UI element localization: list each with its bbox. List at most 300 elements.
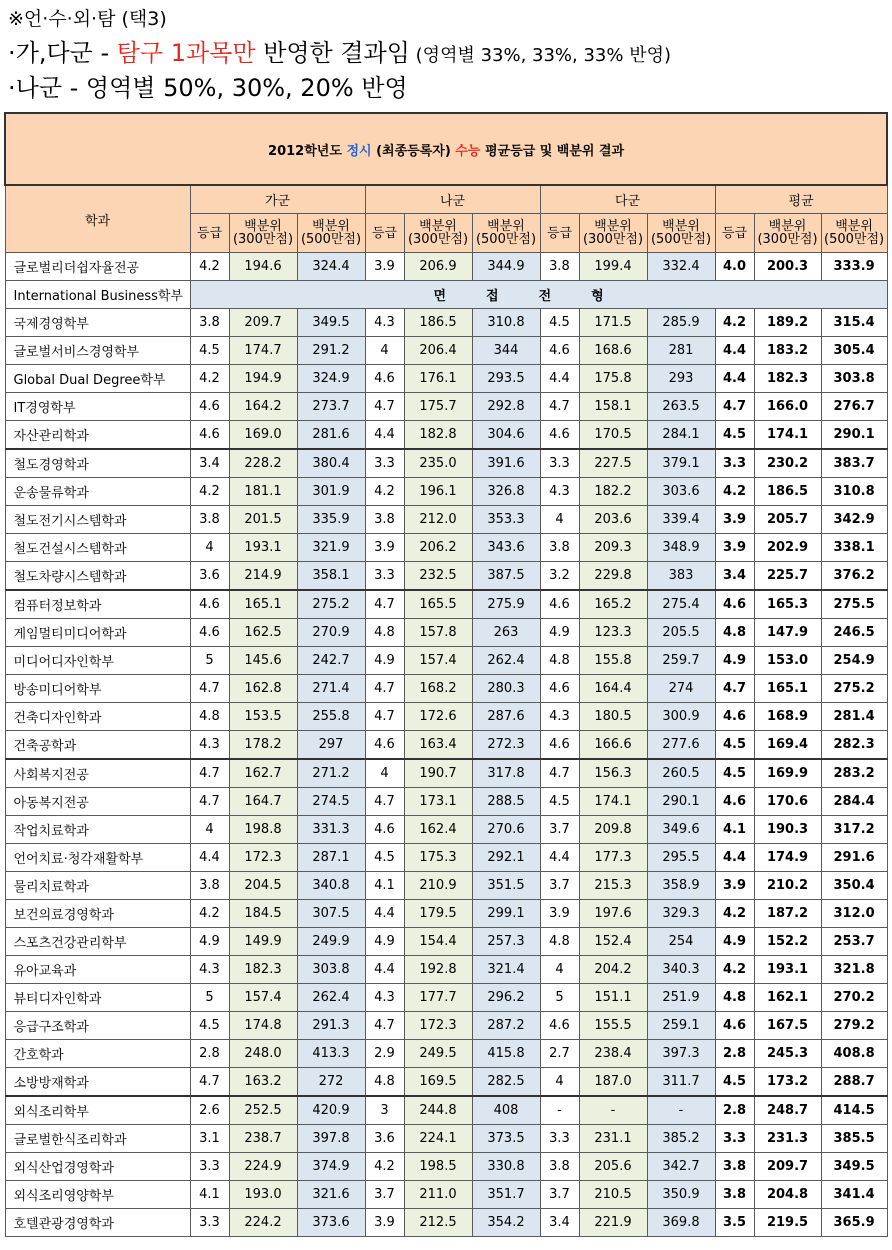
score-value: 273.7 (297, 393, 365, 421)
avg-value: 3.4 (715, 562, 754, 591)
score-value: 4.3 (540, 478, 579, 506)
score-value: 317.8 (472, 759, 540, 788)
avg-value: 4.4 (715, 844, 754, 872)
score-value: 169.0 (229, 421, 297, 450)
score-value: 287.2 (472, 1012, 540, 1040)
score-value: 4.3 (540, 703, 579, 731)
avg-value: 276.7 (821, 393, 887, 421)
score-value: 280.3 (472, 675, 540, 703)
dept-name: 철도차량시스템학과 (5, 562, 190, 591)
score-value: 351.7 (472, 1181, 540, 1209)
table-row (5, 478, 887, 506)
score-value: 227.5 (579, 449, 647, 478)
header-group-na: 나군 (365, 185, 540, 214)
dept-name: 아동복지전공 (5, 788, 190, 816)
table-row (5, 281, 887, 309)
score-value: 4 (540, 1068, 579, 1097)
avg-value: 281.4 (821, 703, 887, 731)
dept-name: 뷰티디자인학과 (5, 984, 190, 1012)
notes (0, 0, 892, 112)
table-row (5, 1209, 887, 1237)
score-value: 332.4 (647, 253, 715, 281)
dept-name: IT경영학부 (5, 393, 190, 421)
score-value: 3.9 (540, 900, 579, 928)
score-value: 282.5 (472, 1068, 540, 1097)
score-value: 149.9 (229, 928, 297, 956)
dept-name: 사회복지전공 (5, 759, 190, 788)
score-value: 4.5 (540, 788, 579, 816)
header-p300: 백분위 (300만점) (754, 214, 821, 253)
score-value: 157.4 (229, 984, 297, 1012)
avg-value: 254.9 (821, 647, 887, 675)
avg-value: 4.9 (715, 928, 754, 956)
dept-name: 외식조리영양학부 (5, 1181, 190, 1209)
header-group-ga: 가군 (190, 185, 365, 214)
header-p500: 백분위 (500만점) (647, 214, 715, 253)
score-value: 162.5 (229, 619, 297, 647)
avg-value: 169.4 (754, 731, 821, 760)
score-value: 252.5 (229, 1096, 297, 1125)
score-value: 373.5 (472, 1125, 540, 1153)
dept-name: 국제경영학부 (5, 309, 190, 337)
score-value: 168.2 (404, 675, 472, 703)
header-grade: 등급 (540, 214, 579, 253)
score-value: 307.5 (297, 900, 365, 928)
score-value: 4.8 (365, 619, 404, 647)
table-row (5, 788, 887, 816)
score-value: 172.3 (229, 844, 297, 872)
avg-value: 4.4 (715, 337, 754, 365)
score-value: 292.8 (472, 393, 540, 421)
dept-name: 호텔관광경영학과 (5, 1209, 190, 1237)
score-value: 194.9 (229, 365, 297, 393)
score-value: 193.1 (229, 534, 297, 562)
score-value: 3.3 (540, 1125, 579, 1153)
score-value: 329.3 (647, 900, 715, 928)
score-value: - (540, 1096, 579, 1125)
score-value: 277.6 (647, 731, 715, 760)
avg-value: 230.2 (754, 449, 821, 478)
avg-value: 333.9 (821, 253, 887, 281)
score-value: 172.6 (404, 703, 472, 731)
score-value: 163.2 (229, 1068, 297, 1097)
avg-value: 270.2 (821, 984, 887, 1012)
score-value: 293.5 (472, 365, 540, 393)
avg-value: 414.5 (821, 1096, 887, 1125)
score-value: 4.7 (190, 759, 229, 788)
table-row (5, 590, 887, 619)
score-value: 330.8 (472, 1153, 540, 1181)
avg-value: 282.3 (821, 731, 887, 760)
score-value: 201.5 (229, 506, 297, 534)
score-value: 311.7 (647, 1068, 715, 1097)
score-value: 300.9 (647, 703, 715, 731)
score-value: 3.6 (190, 562, 229, 591)
score-value: 354.2 (472, 1209, 540, 1237)
dept-name: 방송미디어학부 (5, 675, 190, 703)
avg-value: 202.9 (754, 534, 821, 562)
dept-name: 글로벌리더쉽자율전공 (5, 253, 190, 281)
note-ga-da-highlight: 탐구 1과목만 (116, 39, 256, 67)
score-value: 182.8 (404, 421, 472, 450)
table-row (5, 984, 887, 1012)
score-value: 304.6 (472, 421, 540, 450)
avg-value: 365.9 (821, 1209, 887, 1237)
score-value: 379.1 (647, 449, 715, 478)
score-value: 274 (647, 675, 715, 703)
score-value: 194.6 (229, 253, 297, 281)
table-row (5, 393, 887, 421)
avg-value: 4.2 (715, 956, 754, 984)
dept-name: 글로벌서비스경영학부 (5, 337, 190, 365)
score-value: 4.3 (190, 731, 229, 760)
score-value: 4.9 (190, 928, 229, 956)
avg-value: 4.1 (715, 816, 754, 844)
score-value: 224.9 (229, 1153, 297, 1181)
dept-name: 철도경영학과 (5, 449, 190, 478)
avg-value: 349.5 (821, 1153, 887, 1181)
avg-value: 193.1 (754, 956, 821, 984)
avg-value: 3.3 (715, 449, 754, 478)
score-value: 413.3 (297, 1040, 365, 1068)
score-value: 173.1 (404, 788, 472, 816)
avg-value: 182.3 (754, 365, 821, 393)
avg-value: 408.8 (821, 1040, 887, 1068)
score-value: 4.9 (540, 619, 579, 647)
avg-value: 3.3 (715, 1125, 754, 1153)
score-value: 3.7 (540, 1181, 579, 1209)
avg-value: 338.1 (821, 534, 887, 562)
score-value: 374.9 (297, 1153, 365, 1181)
note-ga-da-suffix: 반영한 결과임 (255, 39, 410, 67)
avg-value: 166.0 (754, 393, 821, 421)
avg-value: 3.9 (715, 872, 754, 900)
score-value: 326.8 (472, 478, 540, 506)
avg-value: 174.9 (754, 844, 821, 872)
avg-value: 190.3 (754, 816, 821, 844)
table-row (5, 421, 887, 450)
score-value: 4.2 (365, 1153, 404, 1181)
score-value: 353.3 (472, 506, 540, 534)
score-value: 4.4 (365, 421, 404, 450)
score-value: 204.2 (579, 956, 647, 984)
score-value: 215.3 (579, 872, 647, 900)
score-value: 155.5 (579, 1012, 647, 1040)
dept-name: 소방방재학과 (5, 1068, 190, 1097)
table-row (5, 900, 887, 928)
score-value: 224.1 (404, 1125, 472, 1153)
score-value: 4.6 (540, 731, 579, 760)
avg-value: 165.3 (754, 590, 821, 619)
score-value: 321.6 (297, 1181, 365, 1209)
score-value: 4.4 (190, 844, 229, 872)
avg-value: 305.4 (821, 337, 887, 365)
score-value: 164.2 (229, 393, 297, 421)
score-value: 290.1 (647, 788, 715, 816)
avg-value: 279.2 (821, 1012, 887, 1040)
note-subjects: ※언·수·외·탐 (택3) (8, 8, 167, 30)
score-value: 165.2 (579, 590, 647, 619)
score-value: 171.5 (579, 309, 647, 337)
score-value: 4.3 (365, 309, 404, 337)
dept-name: 유아교육과 (5, 956, 190, 984)
score-value: 172.3 (404, 1012, 472, 1040)
avg-value: 246.5 (821, 619, 887, 647)
avg-value: 209.7 (754, 1153, 821, 1181)
score-value: 260.5 (647, 759, 715, 788)
score-value: 344.9 (472, 253, 540, 281)
score-value: 4 (365, 759, 404, 788)
score-value: 238.4 (579, 1040, 647, 1068)
score-value: 205.5 (647, 619, 715, 647)
avg-value: 152.2 (754, 928, 821, 956)
avg-value: 4.8 (715, 984, 754, 1012)
table-row (5, 1153, 887, 1181)
score-value: 177.7 (404, 984, 472, 1012)
score-value: 4.8 (365, 1068, 404, 1097)
avg-value: 165.1 (754, 675, 821, 703)
results-table (4, 112, 888, 1237)
score-value: 291.3 (297, 1012, 365, 1040)
score-value: 4.5 (540, 309, 579, 337)
avg-value: 4.6 (715, 590, 754, 619)
score-value: 287.6 (472, 703, 540, 731)
score-value: 285.9 (647, 309, 715, 337)
table-row (5, 872, 887, 900)
score-value: 186.5 (404, 309, 472, 337)
score-value: 255.8 (297, 703, 365, 731)
avg-value: 253.7 (821, 928, 887, 956)
table-row (5, 365, 887, 393)
score-value: 272.3 (472, 731, 540, 760)
avg-value: 4.5 (715, 421, 754, 450)
avg-value: 3.9 (715, 506, 754, 534)
header-p500: 백분위 (500만점) (297, 214, 365, 253)
avg-value: 4.4 (715, 365, 754, 393)
score-value: 162.4 (404, 816, 472, 844)
score-value: 271.2 (297, 759, 365, 788)
score-value: 174.1 (579, 788, 647, 816)
score-value: 249.5 (404, 1040, 472, 1068)
score-value: 4.7 (365, 788, 404, 816)
score-value: - (647, 1096, 715, 1125)
avg-value: 189.2 (754, 309, 821, 337)
table-row (5, 562, 887, 591)
score-value: 324.9 (297, 365, 365, 393)
score-value: 3.7 (540, 872, 579, 900)
dept-name: 자산관리학과 (5, 421, 190, 450)
table-row (5, 731, 887, 760)
score-value: 4.2 (190, 900, 229, 928)
avg-value: 4.6 (715, 1012, 754, 1040)
table-row (5, 928, 887, 956)
avg-value: 173.2 (754, 1068, 821, 1097)
score-value: 4.7 (365, 703, 404, 731)
score-value: 301.9 (297, 478, 365, 506)
score-value: 4.7 (365, 675, 404, 703)
avg-value: 284.4 (821, 788, 887, 816)
score-value: 295.5 (647, 844, 715, 872)
score-value: 5 (190, 984, 229, 1012)
score-value: 3.8 (540, 253, 579, 281)
score-value: 5 (540, 984, 579, 1012)
score-value: 288.5 (472, 788, 540, 816)
score-value: 175.7 (404, 393, 472, 421)
score-value: 3.4 (190, 449, 229, 478)
score-value: 3.8 (190, 506, 229, 534)
score-value: 184.5 (229, 900, 297, 928)
score-value: 391.6 (472, 449, 540, 478)
score-value: 351.5 (472, 872, 540, 900)
score-value: 179.5 (404, 900, 472, 928)
avg-value: 187.2 (754, 900, 821, 928)
avg-value: 385.5 (821, 1125, 887, 1153)
score-value: 178.2 (229, 731, 297, 760)
score-value: 228.2 (229, 449, 297, 478)
table-title: 2012학년도 정시 (최종등록자) 수능 평균등급 및 백분위 결과 (5, 113, 887, 185)
score-value: 145.6 (229, 647, 297, 675)
score-value: 275.2 (297, 590, 365, 619)
score-value: 165.1 (229, 590, 297, 619)
score-value: 164.7 (229, 788, 297, 816)
interview-notice: 면접전형 (190, 281, 887, 309)
header-group-da: 다군 (540, 185, 715, 214)
score-value: 3.8 (190, 872, 229, 900)
score-value: 387.5 (472, 562, 540, 591)
score-value: 335.9 (297, 506, 365, 534)
score-value: 4.7 (365, 590, 404, 619)
avg-value: 310.8 (821, 478, 887, 506)
score-value: 248.0 (229, 1040, 297, 1068)
score-value: 358.9 (647, 872, 715, 900)
score-value: 342.7 (647, 1153, 715, 1181)
score-value: 157.8 (404, 619, 472, 647)
score-value: 4.3 (365, 984, 404, 1012)
avg-value: 167.5 (754, 1012, 821, 1040)
score-value: 343.6 (472, 534, 540, 562)
score-value: 272 (297, 1068, 365, 1097)
score-value: 232.5 (404, 562, 472, 591)
header-p500: 백분위 (500만점) (472, 214, 540, 253)
score-value: 4 (190, 816, 229, 844)
score-value: 350.9 (647, 1181, 715, 1209)
score-value: 385.2 (647, 1125, 715, 1153)
dept-name: 컴퓨터정보학과 (5, 590, 190, 619)
avg-value: 231.3 (754, 1125, 821, 1153)
score-value: 293 (647, 365, 715, 393)
dept-name: 건축디자인학과 (5, 703, 190, 731)
avg-value: 283.2 (821, 759, 887, 788)
score-value: 270.6 (472, 816, 540, 844)
score-value: 4.6 (190, 590, 229, 619)
score-value: 166.6 (579, 731, 647, 760)
score-value: 181.1 (229, 478, 297, 506)
score-value: 177.3 (579, 844, 647, 872)
score-value: 153.5 (229, 703, 297, 731)
score-value: 4.5 (365, 844, 404, 872)
dept-name: 언어치료·청각재활학부 (5, 844, 190, 872)
score-value: 3.8 (365, 506, 404, 534)
avg-value: 225.7 (754, 562, 821, 591)
score-value: 163.4 (404, 731, 472, 760)
score-value: 3.3 (365, 449, 404, 478)
score-value: 4.9 (365, 647, 404, 675)
score-value: 209.3 (579, 534, 647, 562)
score-value: 4.6 (365, 731, 404, 760)
score-value: 4.4 (540, 844, 579, 872)
score-value: 3.8 (540, 534, 579, 562)
table-row (5, 309, 887, 337)
score-value: 155.8 (579, 647, 647, 675)
score-value: 4.7 (365, 1012, 404, 1040)
dept-name: International Business학부 (5, 281, 190, 309)
score-value: 281.6 (297, 421, 365, 450)
avg-value: 317.2 (821, 816, 887, 844)
score-value: 263 (472, 619, 540, 647)
score-value: 4.8 (540, 647, 579, 675)
table-row (5, 449, 887, 478)
dept-name: 게임멀티미디어학과 (5, 619, 190, 647)
score-value: 275.4 (647, 590, 715, 619)
score-value: 3.1 (190, 1125, 229, 1153)
score-value: 4.6 (365, 365, 404, 393)
score-value: 3.8 (540, 1153, 579, 1181)
score-value: 175.3 (404, 844, 472, 872)
avg-value: 383.7 (821, 449, 887, 478)
avg-value: 210.2 (754, 872, 821, 900)
avg-value: 275.5 (821, 590, 887, 619)
score-value: 176.1 (404, 365, 472, 393)
avg-value: 4.5 (715, 1068, 754, 1097)
score-value: 251.9 (647, 984, 715, 1012)
score-value: 373.6 (297, 1209, 365, 1237)
score-value: 397.8 (297, 1125, 365, 1153)
score-value: 4.2 (190, 253, 229, 281)
avg-value: 4.7 (715, 393, 754, 421)
table-row (5, 647, 887, 675)
avg-value: 153.0 (754, 647, 821, 675)
score-value: 4.6 (540, 1012, 579, 1040)
score-value: 340.8 (297, 872, 365, 900)
score-value: 380.4 (297, 449, 365, 478)
score-value: 4.4 (365, 900, 404, 928)
avg-value: 183.2 (754, 337, 821, 365)
score-value: 303.6 (647, 478, 715, 506)
dept-name: Global Dual Degree학부 (5, 365, 190, 393)
score-value: 3.3 (365, 562, 404, 591)
avg-value: 2.8 (715, 1040, 754, 1068)
score-value: 383 (647, 562, 715, 591)
avg-value: 350.4 (821, 872, 887, 900)
header-p500: 백분위 (500만점) (821, 214, 887, 253)
score-value: 162.7 (229, 759, 297, 788)
avg-value: 4.7 (715, 675, 754, 703)
dept-name: 스포츠건강관리학부 (5, 928, 190, 956)
table-row (5, 1125, 887, 1153)
avg-value: 4.2 (715, 478, 754, 506)
score-value: 206.2 (404, 534, 472, 562)
note-ga-da (8, 33, 671, 68)
avg-value: 4.2 (715, 900, 754, 928)
avg-value: 169.9 (754, 759, 821, 788)
score-value: 5 (190, 647, 229, 675)
note-ga-da-prefix: ·가,다군 - (8, 39, 117, 67)
score-value: 157.4 (404, 647, 472, 675)
avg-value: 342.9 (821, 506, 887, 534)
avg-value: 275.2 (821, 675, 887, 703)
table-row (5, 506, 887, 534)
score-value: 211.0 (404, 1181, 472, 1209)
